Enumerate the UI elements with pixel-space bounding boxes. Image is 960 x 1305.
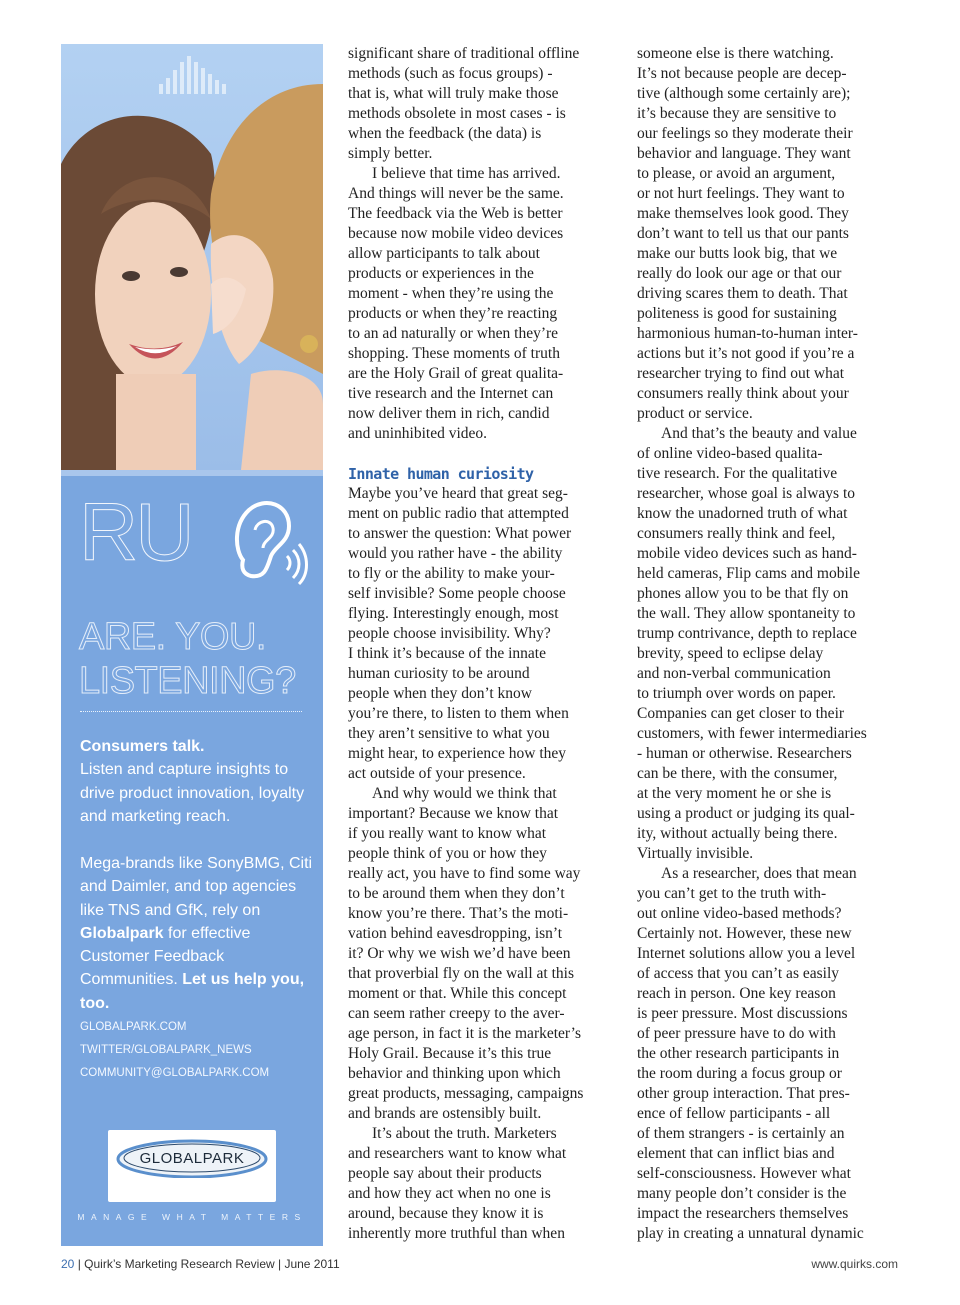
text-line: and brands are ostensibly built. [348, 1105, 542, 1122]
text-line: customers, with fewer intermediaries [637, 725, 867, 742]
text-line: people when they don’t know [348, 685, 532, 702]
text-line: would you rather have - the ability [348, 545, 563, 562]
text-line: products or experiences in the [348, 265, 534, 282]
section-heading: Innate human curiosity [348, 465, 534, 483]
text-line: to fly or the ability to make your- [348, 565, 555, 582]
text-line: ment on public radio that attempted [348, 505, 569, 522]
text-line: don’t want to tell us that our pants [637, 225, 849, 242]
text-line: know you’re there. That’s the moti- [348, 905, 569, 922]
text-line: because now mobile video devices [348, 225, 564, 242]
text-line: And things will never be the same. [348, 185, 564, 202]
text-line: tive research and the Internet can [348, 385, 554, 402]
text-line: other group interaction. That pres- [637, 1085, 850, 1102]
text-line: to an ad naturally or when they’re [348, 325, 559, 342]
globalpark-advertisement [61, 44, 323, 1246]
text-line: to be around them when they don’t [348, 885, 565, 902]
text-line: methods (such as focus groups) - [348, 65, 553, 82]
ad-headline-are-you: ARE. YOU. [79, 616, 266, 658]
page-number: 20 [61, 1257, 75, 1271]
text-line: and uninhibited video. [348, 425, 488, 442]
article-column-1 [348, 44, 614, 1244]
text-line: of them strangers - is certainly an [637, 1125, 845, 1142]
ad-call-to-action: Let us help you, too. [80, 971, 305, 1012]
text-line: people choose invisibility. Why? [348, 625, 551, 642]
text-line: of access that you can’t as easily [637, 965, 839, 982]
dotted-divider [80, 711, 302, 712]
text-line: you can’t get to the truth with- [637, 885, 827, 902]
text-line: might hear, to experience how they [348, 745, 567, 762]
text-line: driving scares them to death. That [637, 285, 848, 302]
text-line: inherently more truthful than when [348, 1225, 565, 1242]
text-line: researcher trying to find out what [637, 365, 845, 382]
ad-consumers-talk: Consumers talk. [80, 738, 205, 755]
ad-link-email[interactable]: COMMUNITY@GLOBALPARK.COM [80, 1067, 270, 1079]
text-line: shopping. These moments of truth [348, 345, 560, 362]
ad-link-website[interactable]: GLOBALPARK.COM [80, 1021, 187, 1033]
text-line: As a researcher, does that mean [661, 865, 857, 882]
ad-paragraph-consumers [80, 735, 316, 828]
text-line: around, because they know it is [348, 1205, 544, 1222]
text-line: products or when they’re reacting [348, 305, 558, 322]
ad-brand-name: Globalpark [80, 924, 164, 942]
text-line: of online video-based qualita- [637, 445, 823, 462]
text-line: really do look our age or that our [637, 265, 842, 282]
text-line: to triumph over words on paper. [637, 685, 836, 702]
text-line: can be there, with the consumer, [637, 765, 838, 782]
text-line: flying. Interestingly enough, most [348, 605, 559, 622]
sound-bars-icon [159, 56, 226, 94]
text-line: Certainly not. However, these new [637, 925, 852, 942]
text-line: you’re there, to listen to them when [348, 705, 569, 722]
article-column-2 [637, 44, 903, 1244]
text-line: Virtually invisible. [637, 845, 754, 862]
page-footer [61, 1257, 340, 1271]
text-line: vation behind eavesdropping, isn’t [348, 925, 563, 942]
text-line: self invisible? Some people choose [348, 585, 566, 602]
text-line: make themselves look good. They [637, 205, 849, 222]
text-line: Maybe you’ve heard that great seg- [348, 485, 568, 502]
text-line: actions but it’s not good if you’re a [637, 345, 855, 362]
text-line: behavior and thinking upon which [348, 1065, 561, 1082]
text-line: And why would we think that [372, 785, 557, 802]
text-line: play in creating a unnatural dynamic [637, 1225, 864, 1242]
text-line: many people don’t consider is the [637, 1185, 847, 1202]
text-line: brevity, speed to eclipse delay [637, 645, 824, 662]
text-line: now deliver them in rich, candid [348, 405, 550, 422]
ad-headline-listening: LISTENING? [79, 660, 296, 702]
text-line: or not hurt feelings. They want to [637, 185, 845, 202]
text-line: harmonious human-to-human inter- [637, 325, 858, 342]
ad-brands-text: Mega-brands like SonyBMG, Citi and Daimler, and top agencies like TNS and GfK, rely on [80, 855, 313, 919]
text-line: human curiosity to be around [348, 665, 530, 682]
logo-wordmark: GLOBALPARK [139, 1150, 245, 1167]
text-line: the other research participants in [637, 1045, 840, 1062]
footer-separator: | [74, 1257, 85, 1271]
text-line: know the unadorned truth of what [637, 505, 848, 522]
text-line: element that can inflict bias and [637, 1145, 835, 1162]
text-line: and how they act when no one is [348, 1185, 551, 1202]
text-line: act outside of your presence. [348, 765, 526, 782]
text-line: that proverbial fly on the wall at this [348, 965, 574, 982]
text-line: tive (although some certainly are); [637, 85, 851, 102]
text-line: that is, what will truly make those [348, 85, 559, 102]
text-line: when the feedback (the data) is [348, 125, 542, 142]
text-line: make our butts look big, that we [637, 245, 838, 262]
text-line: reach in person. One key reason [637, 985, 836, 1002]
text-line: to please, or avoid an argument, [637, 165, 836, 182]
photo-illustration [61, 44, 323, 470]
text-line: I think it’s because of the innate [348, 645, 546, 662]
text-line: held cameras, Flip cams and mobile [637, 565, 860, 582]
text-line: product or service. [637, 405, 753, 422]
text-line: It’s not because people are decep- [637, 65, 847, 82]
ad-paragraph-brands [80, 852, 316, 1015]
text-line: great products, messaging, campaigns [348, 1085, 584, 1102]
text-line: important? Because we know that [348, 805, 559, 822]
text-line: significant share of traditional offline [348, 45, 580, 62]
text-line: and non-verbal communication [637, 665, 831, 682]
text-line: at the very moment he or she is [637, 785, 832, 802]
text-line: politeness is good for sustaining [637, 305, 837, 322]
text-line: it’s because they are sensitive to [637, 105, 837, 122]
ad-brands-text-2: for effective Customer Feedback Communities. [80, 924, 251, 989]
text-line: phones allow you to be that fly on [637, 585, 849, 602]
text-line: researcher, whose goal is always to [637, 485, 856, 502]
text-line: it? Or why we wish we’d have been [348, 945, 571, 962]
text-line: the wall. They allow spontaneity to [637, 605, 856, 622]
publication-name: Quirk’s Marketing Research Review | June 2011 [84, 1257, 340, 1271]
text-line: is peer pressure. Most discussions [637, 1005, 848, 1022]
text-line: someone else is there watching. [637, 45, 834, 62]
text-line: Internet solutions allow you a level [637, 945, 856, 962]
globalpark-logo [108, 1130, 276, 1202]
text-line: moment - when they’re using the [348, 285, 554, 302]
text-line: using a product or judging its qual- [637, 805, 855, 822]
text-line: to answer the question: What power [348, 525, 572, 542]
text-line: trump contrivance, depth to replace [637, 625, 857, 642]
ear-icon [229, 490, 309, 590]
text-line: moment or that. While this concept [348, 985, 567, 1002]
text-line: I believe that time has arrived. [372, 165, 561, 182]
text-line: they aren’t sensitive to what you [348, 725, 550, 742]
text-line: It’s about the truth. Marketers [372, 1125, 557, 1142]
text-line: Companies can get closer to their [637, 705, 845, 722]
text-line: methods obsolete in most cases - is [348, 105, 566, 122]
text-line: really act, you have to find some way [348, 865, 581, 882]
ad-tagline: MANAGE WHAT MATTERS [77, 1212, 307, 1222]
text-line: the room during a focus group or [637, 1065, 842, 1082]
text-line: tive research. For the qualitative [637, 465, 838, 482]
text-line: out online video-based methods? [637, 905, 842, 922]
text-line: are the Holy Grail of great qualita- [348, 365, 564, 382]
text-line: allow participants to talk about [348, 245, 540, 262]
text-line: The feedback via the Web is better [348, 205, 563, 222]
text-line: simply better. [348, 145, 433, 162]
text-line: - human or otherwise. Researchers [637, 745, 852, 762]
text-line: our feelings so they moderate their [637, 125, 853, 142]
text-line: and researchers want to know what [348, 1145, 567, 1162]
footer-url[interactable]: www.quirks.com [811, 1257, 898, 1271]
text-line: impact the researchers themselves [637, 1205, 849, 1222]
text-line: consumers really think about your [637, 385, 849, 402]
text-line: consumers really think and feel, [637, 525, 836, 542]
ad-consumers-body: Listen and capture insights to drive product innovation, loyalty and marketing reach. [80, 761, 305, 825]
text-line: ence of fellow participants - all [637, 1105, 831, 1122]
ad-headline-ru: RU [79, 487, 192, 578]
text-line: And that’s the beauty and value [661, 425, 857, 442]
ad-photo-women-whispering [61, 44, 323, 470]
ad-link-twitter[interactable]: TWITTER/GLOBALPARK_NEWS [80, 1044, 252, 1056]
text-line: if you really want to know what [348, 825, 547, 842]
text-line: age person, in fact it is the marketer’s [348, 1025, 581, 1042]
text-line: Holy Grail. Because it’s this true [348, 1045, 552, 1062]
text-line: people say about their products [348, 1165, 542, 1182]
text-line: self-consciousness. However what [637, 1165, 851, 1182]
text-line: of peer pressure have to do with [637, 1025, 836, 1042]
text-line: can seem rather creepy to the aver- [348, 1005, 565, 1022]
text-line: mobile video devices such as hand- [637, 545, 857, 562]
text-line [348, 444, 614, 464]
text-line: ity, without actually being there. [637, 825, 838, 842]
text-line: people think of you or how they [348, 845, 547, 862]
text-line: behavior and language. They want [637, 145, 851, 162]
